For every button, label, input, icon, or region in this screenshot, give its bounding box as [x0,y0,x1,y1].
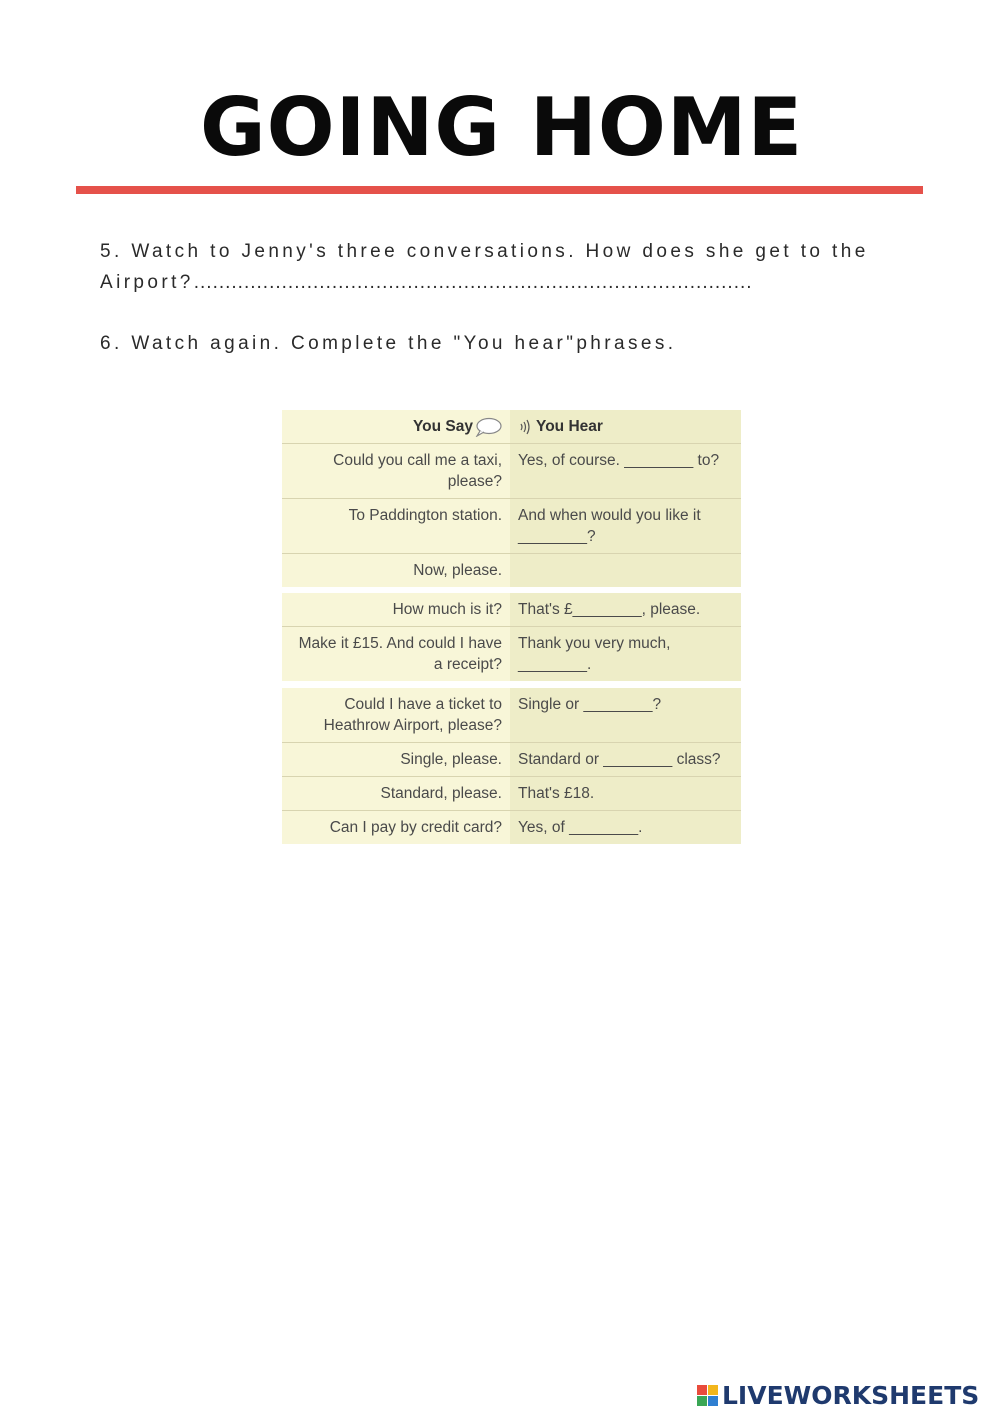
you-hear-cell: That's £18. [510,777,741,810]
table-row [282,627,741,681]
you-say-cell: Now, please. [282,554,510,587]
you-hear-cell: That's £________, please. [510,593,741,626]
you-hear-cell: Thank you very much, ________. [510,627,741,681]
you-hear-header [510,410,741,443]
you-hear-cell: And when would you like it ________? [510,499,741,553]
logo-square-e [708,1396,718,1406]
you-hear-cell: Yes, of course. ________ to? [510,444,741,498]
conversation-table-2 [282,593,741,681]
you-say-cell: Standard, please. [282,777,510,810]
table-row [282,743,741,777]
table-row [282,554,741,587]
question-5-text: 5. Watch to Jenny's three conversations. How does she get to the Airport? [100,241,869,293]
table-row [282,688,741,743]
logo-mark-icon [697,1385,718,1406]
page-title: GOING HOME [200,81,804,174]
you-hear-label: You Hear [536,418,603,435]
logo-square-v [697,1396,707,1406]
table-row [282,777,741,811]
you-hear-cell [510,554,741,587]
you-say-cell: Could you call me a taxi, please? [282,444,510,498]
you-say-cell: Single, please. [282,743,510,776]
sound-waves-icon [518,419,532,435]
you-hear-cell: Standard or ________ class? [510,743,741,776]
table-row [282,499,741,554]
title-underline [76,186,923,194]
you-say-cell: Can I pay by credit card? [282,811,510,844]
you-say-cell: How much is it? [282,593,510,626]
liveworksheets-logo[interactable] [697,1378,979,1412]
table-header [282,410,741,444]
logo-text: LIVEWORKSHEETS [722,1380,980,1410]
conversation-table-3 [282,688,741,844]
you-hear-cell: Single or ________? [510,688,741,742]
conversation-table-1 [282,410,741,587]
logo-square-l [697,1385,707,1395]
you-say-cell: Could I have a ticket to Heathrow Airport, please? [282,688,510,742]
speech-bubble-icon [474,417,502,437]
you-say-cell: To Paddington station. [282,499,510,553]
question-5 [100,236,930,298]
logo-square-i [708,1385,718,1395]
you-say-header [282,410,510,443]
table-row [282,444,741,499]
you-say-label: You Say [412,418,473,435]
question-6: 6. Watch again. Complete the "You hear"phrases. [100,333,677,354]
table-row [282,811,741,844]
you-hear-cell: Yes, of ________. [510,811,741,844]
answer-dots: ......................................................................................... [193,272,753,293]
table-row [282,593,741,627]
you-say-cell: Make it £15. And could I have a receipt? [282,627,510,681]
